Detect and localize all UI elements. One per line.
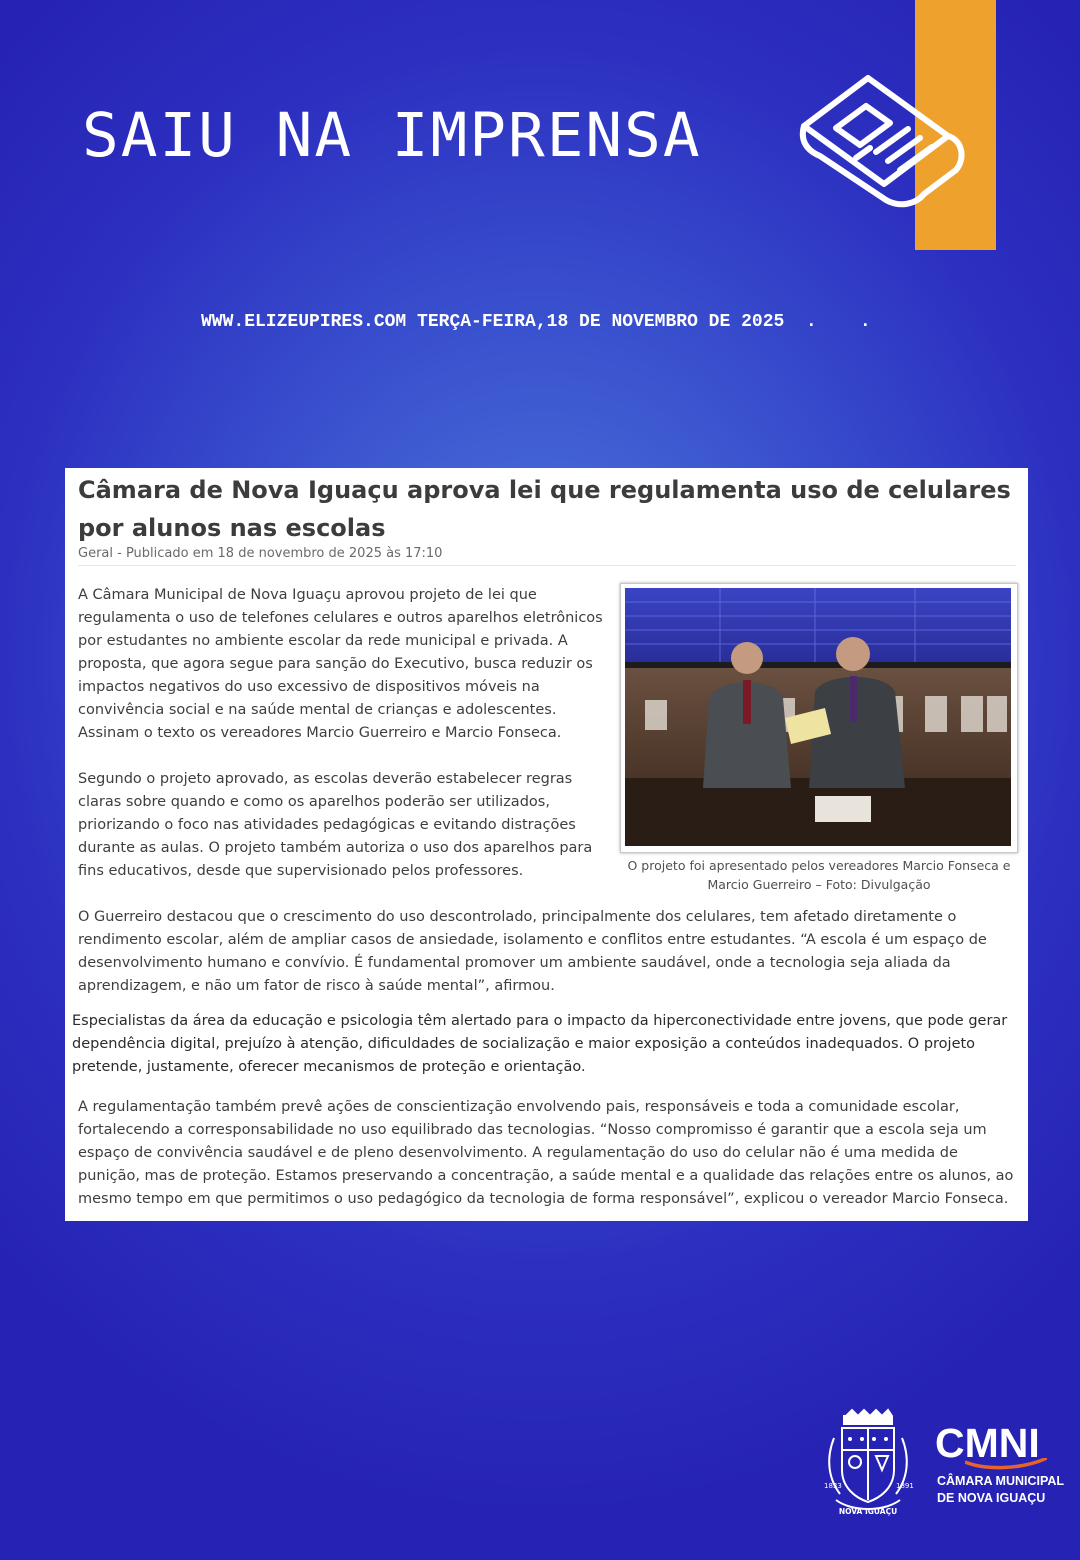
article-paragraph: Segundo o projeto aprovado, as escolas deverão estabelecer regras claras sobre quando e como os aparelhos poderão ser utilizados, priorizando o foco nas atividades pedagógicas e evitando distrações durante as aulas. O projeto também autoriza o uso dos aparelhos para fins educativos, desde que supervisionado pelos professores. (78, 771, 593, 879)
article-paragraph: Especialistas da área da educação e psicologia têm alertado para o impacto da hiperconectividade entre jovens, que pode gerar dependência digital, prejuízo à atenção, dificuldades de socialização e maior exposição a conteúdos inadequados. O projeto pretende, justamente, oferecer mecanismos de proteção e orientação. (72, 1013, 1008, 1075)
cmni-logo (935, 1420, 1065, 1510)
cmni-wordmark: CMNI (935, 1420, 1040, 1466)
cmni-name-line2: DE NOVA IGUAÇU (937, 1491, 1046, 1505)
crest-banner: NOVA IGUAÇU (838, 1507, 898, 1516)
cmni-name-line1: CÂMARA MUNICIPAL (937, 1474, 1065, 1488)
page-title: SAIU NA IMPRENSA (82, 100, 702, 171)
article-paragraph: O Guerreiro destacou que o crescimento do uso descontrolado, principalmente dos celulares, tem afetado diretamente o rendimento escolar, além de ampliar casos de ansiedade, isolamento e conflitos entre estudantes. “A escola é um espaço de desenvolvimento humano e convívio. É fundamental promover um ambiente saudável, onde a tecnologia seja aliada da aprendizagem, e não um fator de risco à saúde mental”, afirmou. (78, 909, 987, 994)
article-clipping (65, 468, 1028, 1221)
article-meta: Geral - Publicado em 18 de novembro de 2025 às 17:10 (78, 546, 1016, 566)
newspaper-icon (796, 66, 971, 211)
photo-caption: O projeto foi apresentado pelos vereadores Marcio Fonseca e Marcio Guerreiro – Foto: Divulgação (627, 858, 1011, 892)
article-paragraph: A regulamentação também prevê ações de conscientização envolvendo pais, responsáveis e toda a comunidade escolar, fortalecendo a corresponsabilidade no uso equilibrado das tecnologias. “Nosso compromisso é garantir que a escola seja um espaço de convivência saudável e de pleno desenvolvimento. A regulamentação do uso do celular não é uma medida de punição, mas de proteção. Estamos preservando a concentração, a saúde mental e a qualidade das relações entre os alunos, ao mesmo tempo em que permitimos o uso pedagógico da tecnologia de forma responsável”, explicou o vereador Marcio Fonseca. (78, 1099, 1014, 1207)
dateline: WWW.ELIZEUPIRES.COM TERÇA-FEIRA,18 DE NOVEMBRO DE 2025 . . (201, 312, 871, 332)
crest-year-right: 1891 (896, 1482, 914, 1490)
crest-year-left: 1833 (824, 1482, 842, 1490)
nova-iguacu-crest-icon (818, 1408, 918, 1518)
article-title: Câmara de Nova Iguaçu aprova lei que regulamenta uso de celulares por alunos nas escolas (78, 476, 1011, 542)
cmni-swoosh-icon (965, 1458, 1047, 1470)
article-photo (620, 583, 1018, 853)
article-paragraph: A Câmara Municipal de Nova Iguaçu aprovou projeto de lei que regulamenta o uso de telefones celulares e outros aparelhos eletrônicos por estudantes no ambiente escolar da rede municipal e privada. A proposta, que agora segue para sanção do Executivo, busca reduzir os impactos negativos do uso excessivo de dispositivos móveis na convivência social e na saúde mental de crianças e adolescentes. Assinam o texto os vereadores Marcio Guerreiro e Marcio Fonseca. (78, 587, 603, 741)
council-ceremony-photo (625, 588, 1011, 846)
